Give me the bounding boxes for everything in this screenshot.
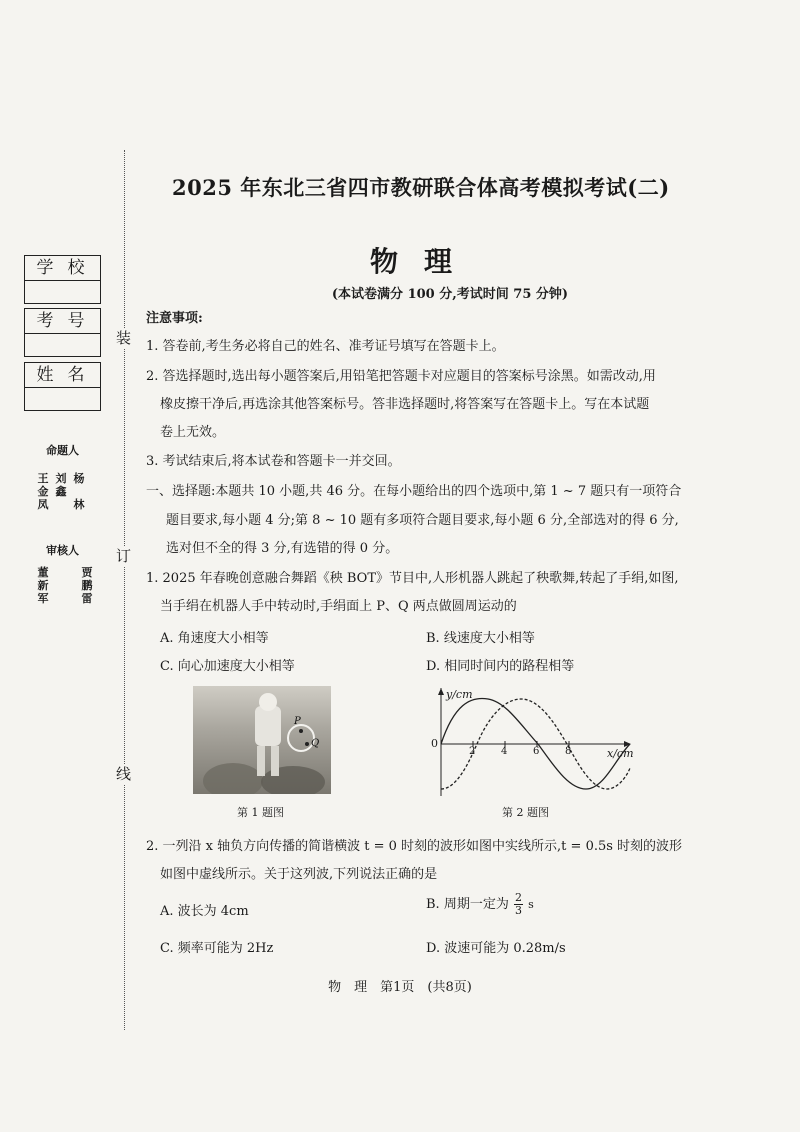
q2-option-b-denominator: 3 — [514, 904, 522, 917]
q2-option-a[interactable]: A. 波长为 4cm — [160, 904, 249, 919]
authors-names: 王 刘 杨 金 鑫 凤 林 — [37, 472, 85, 511]
q2-option-b-unit: s — [528, 898, 534, 911]
notice-item-2-cont2: 卷上无效。 — [160, 425, 226, 440]
binding-line — [124, 150, 125, 1030]
q2-option-d[interactable]: D. 波速可能为 0.28m/s — [426, 941, 566, 956]
exam-note: (本试卷满分 100 分,考试时间 75 分钟) — [331, 287, 569, 302]
q2-option-b-numerator: 2 — [514, 891, 522, 904]
info-box-name — [24, 362, 101, 411]
section1-line1: 一、选择题:本题共 10 小题,共 46 分。在每小题给出的四个选项中,第 1 ~ 7 题只有一项符合 — [146, 484, 682, 499]
binding-char-xian: 线 — [116, 765, 132, 783]
figure2-caption: 第 2 题图 — [502, 806, 549, 819]
q1-option-b[interactable]: B. 线速度大小相等 — [426, 631, 535, 646]
notice-item-1: 1. 答卷前,考生务必将自己的姓名、准考证号填写在答题卡上。 — [146, 339, 505, 354]
binding-char-zhuang: 装 — [116, 329, 132, 347]
section1-line3: 选对但不全的得 3 分,有选错的得 0 分。 — [166, 541, 399, 556]
figure2-tick-6: 6 — [533, 746, 540, 757]
figure2-tick-4: 4 — [501, 746, 508, 757]
q1-option-a[interactable]: A. 角速度大小相等 — [160, 631, 269, 646]
notice-item-3: 3. 考试结束后,将本试卷和答题卡一并交回。 — [146, 454, 401, 469]
info-blank-exam-number[interactable] — [25, 334, 100, 356]
info-label-school: 学校 — [25, 256, 100, 281]
q2-stem-line1: 2. 一列沿 x 轴负方向传播的简谐横波 t = 0 时刻的波形如图中实线所示,t = 0.5s 时刻的波形 — [146, 839, 683, 854]
q2-option-c[interactable]: C. 频率可能为 2Hz — [160, 941, 274, 956]
page-footer: 物 理 第1页 (共8页) — [328, 980, 472, 995]
authors-title: 命题人 — [46, 444, 79, 457]
q1-stem-line2: 当手绢在机器人手中转动时,手绢面上 P、Q 两点做圆周运动的 — [160, 599, 517, 614]
figure2-origin: 0 — [431, 737, 438, 750]
notice-item-2-cont: 橡皮擦干净后,再选涂其他答案标号。答非选择题时,将答案写在答题卡上。写在本试题 — [160, 397, 650, 412]
figure2-ylabel: y/cm — [446, 688, 473, 701]
figure1-caption: 第 1 题图 — [237, 806, 284, 819]
section1-line2: 题目要求,每小题 4 分;第 8 ~ 10 题有多项符合题目要求,每小题 6 分,全部选对的得 6 分, — [166, 513, 679, 528]
figure2-xlabel: x/cm — [607, 747, 634, 760]
info-blank-name[interactable] — [25, 388, 100, 410]
figure1-label-q: Q — [311, 738, 320, 749]
exam-title: 2025 年东北三省四市教研联合体高考模拟考试(二) — [172, 175, 670, 200]
info-box-school — [24, 255, 101, 304]
q2-option-b-fraction — [514, 892, 523, 917]
notice-heading: 注意事项: — [146, 311, 203, 326]
subject-title: 物理 — [370, 245, 479, 278]
binding-char-ding: 订 — [116, 547, 132, 565]
info-label-name: 姓名 — [25, 363, 100, 388]
q2-option-b[interactable] — [426, 892, 534, 917]
info-label-exam-number: 考号 — [25, 309, 100, 334]
q1-stem-line1: 1. 2025 年春晚创意融合舞蹈《秧 BOT》节目中,人形机器人跳起了秧歌舞,转起了手绢,如图, — [146, 571, 679, 586]
q1-option-c[interactable]: C. 向心加速度大小相等 — [160, 659, 295, 674]
q2-option-b-text: B. 周期一定为 — [426, 897, 509, 912]
y-axis-arrow — [438, 688, 444, 695]
figure2-wave-graph — [425, 688, 635, 798]
reviewers-title: 审核人 — [46, 544, 79, 557]
info-blank-school[interactable] — [25, 281, 100, 303]
info-box-exam-number — [24, 308, 101, 357]
q2-stem-line2: 如图中虚线所示。关于这列波,下列说法正确的是 — [160, 867, 438, 882]
figure2-tick-8: 8 — [565, 746, 572, 757]
q1-option-d[interactable]: D. 相同时间内的路程相等 — [426, 659, 575, 674]
figure1-photo — [193, 686, 331, 794]
figure1-label-p: P — [294, 716, 301, 727]
reviewers-names: 董 贾 新 鹏 军 雷 — [37, 566, 93, 605]
figure2-tick-2: 2 — [469, 746, 476, 757]
notice-item-2: 2. 答选择题时,选出每小题答案后,用铅笔把答题卡对应题目的答案标号涂黑。如需改动,用 — [146, 369, 656, 384]
